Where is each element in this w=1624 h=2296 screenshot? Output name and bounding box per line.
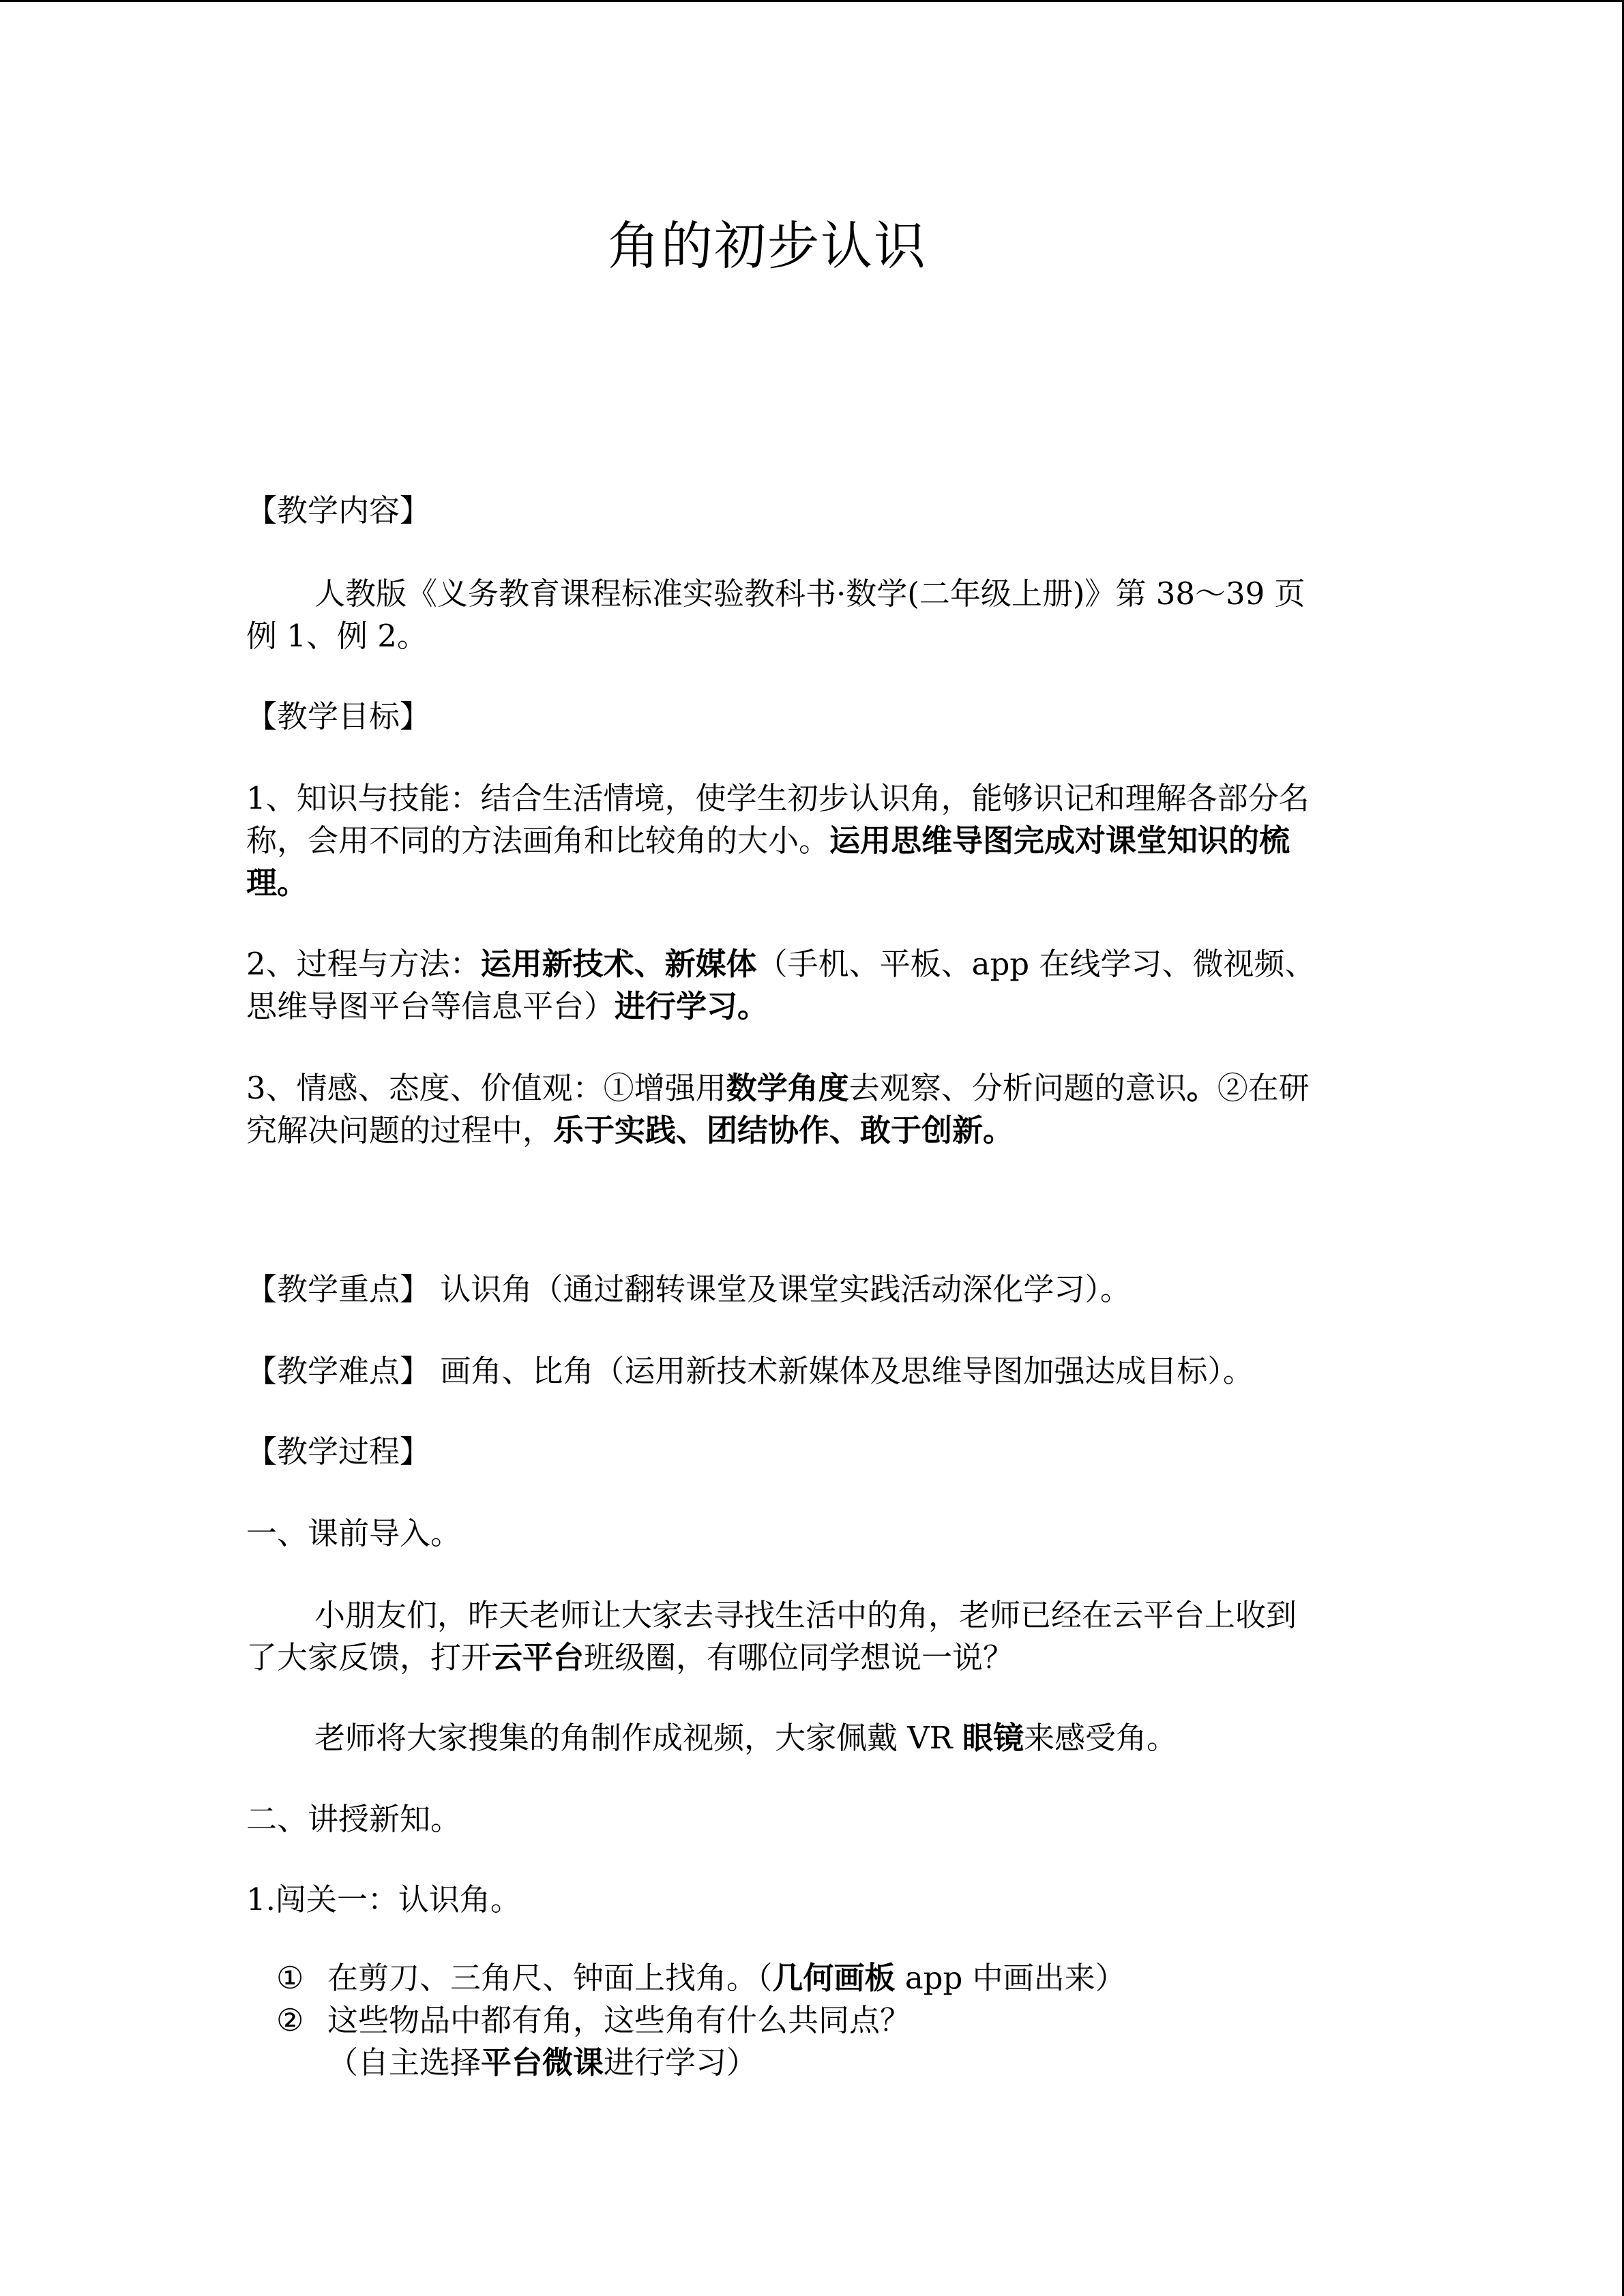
section-1-heading: 一、课前导入。 (246, 1515, 462, 1551)
item2-sub-bold: 平台微课 (481, 2044, 604, 2081)
difficulty (246, 1350, 1378, 1392)
goal-2-line2-bold: 进行学习。 (615, 988, 769, 1024)
vr-bold: 眼镜 (962, 1720, 1024, 1756)
page-top-border (0, 0, 1624, 2)
goal-1-bold: 运用思维导图完成对课堂知识的梳 (829, 822, 1290, 859)
vr-a: 老师将大家搜集的角制作成视频，大家佩戴 VR (314, 1720, 962, 1756)
process-heading: 【教学过程】 (246, 1433, 431, 1470)
key-point-heading: 【教学重点】 (246, 1271, 431, 1307)
list-item-2-number: ② (276, 2002, 304, 2038)
goal-2-bold: 运用新技术、新媒体 (480, 946, 757, 982)
intro-paragraph-line-2 (246, 1637, 1378, 1679)
goal-1-line-3 (246, 862, 1378, 904)
difficulty-heading: 【教学难点】 (246, 1353, 431, 1389)
intro-line2-a: 了大家反馈，打开 (246, 1639, 492, 1675)
content-heading: 【教学内容】 (246, 492, 431, 528)
list-item-1-number: ① (276, 1960, 304, 1996)
step-1-heading: 1.闯关一：认识角。 (246, 1881, 521, 1918)
intro-line2-bold: 云平台 (492, 1639, 585, 1675)
document-title: 角的初步认识 (608, 215, 927, 276)
key-point (246, 1268, 1378, 1311)
goal-3-end: ②在研 (1217, 1070, 1310, 1106)
item1-bold: 几何画板 (772, 1960, 896, 1996)
goal-1-line-1: 1、知识与技能：结合生活情境，使学生初步认识角，能够识记和理解各部分名 (246, 780, 1310, 816)
goal-2-line-1 (246, 943, 1378, 985)
goal-3-line2-bold: 乐于实践、团结协作、敢于创新。 (553, 1112, 1014, 1148)
item2-sub-a: （自主选择 (327, 2044, 482, 2081)
list-item-2: 这些物品中都有角，这些角有什么共同点？ (327, 2002, 911, 2038)
list-item-2-sub (327, 2042, 757, 2084)
content-line-2: 例 1、例 2。 (246, 618, 428, 654)
difficulty-text: 画角、比角（运用新技术新媒体及思维导图加强达成目标）。 (430, 1353, 1254, 1389)
goal-3-line-1 (246, 1067, 1378, 1109)
key-point-text: 认识角（通过翻转课堂及课堂实践活动深化学习）。 (430, 1271, 1131, 1307)
goal-1-bold-end: 理。 (246, 865, 308, 901)
intro-paragraph-line-1: 小朋友们，昨天老师让大家去寻找生活中的角，老师已经在云平台上收到 (314, 1597, 1297, 1633)
goal-3-line-2 (246, 1109, 1378, 1152)
goal-2-line2-plain: 思维导图平台等信息平台） (246, 988, 615, 1024)
intro-line2-b: 班级圈，有哪位同学想说一说？ (584, 1639, 1014, 1675)
content-line-1: 人教版《义务教育课程标准实验教科书·数学(二年级上册)》第 38～39 页 (314, 576, 1305, 612)
goal-2-line-2 (246, 985, 1378, 1028)
section-2-heading: 二、讲授新知。 (246, 1801, 462, 1837)
vr-b: 来感受角。 (1024, 1720, 1178, 1756)
goals-heading: 【教学目标】 (246, 698, 431, 734)
goal-3-bold-2: 。 (1186, 1070, 1217, 1106)
goal-3-prefix: 3、情感、态度、价值观：①增强用 (246, 1070, 726, 1106)
goal-3-mid: 去观察、分析问题的意识 (848, 1070, 1187, 1106)
list-item-1 (327, 1957, 1126, 1999)
goal-3-bold-1: 数学角度 (726, 1070, 849, 1106)
item2-sub-b: 进行学习） (604, 2044, 758, 2081)
goal-1-plain: 称，会用不同的方法画角和比较角的大小。 (246, 822, 830, 859)
vr-paragraph (246, 1717, 1447, 1759)
goal-3-line2-plain: 究解决问题的过程中， (246, 1112, 554, 1148)
item1-a: 在剪刀、三角尺、钟面上找角。（ (327, 1960, 773, 1996)
goal-2-prefix: 2、过程与方法： (246, 946, 481, 982)
goal-2-rest: （手机、平板、app 在线学习、微视频、 (756, 946, 1316, 982)
item1-b: app 中画出来） (895, 1960, 1126, 1996)
goal-1-line-2 (246, 820, 1378, 862)
